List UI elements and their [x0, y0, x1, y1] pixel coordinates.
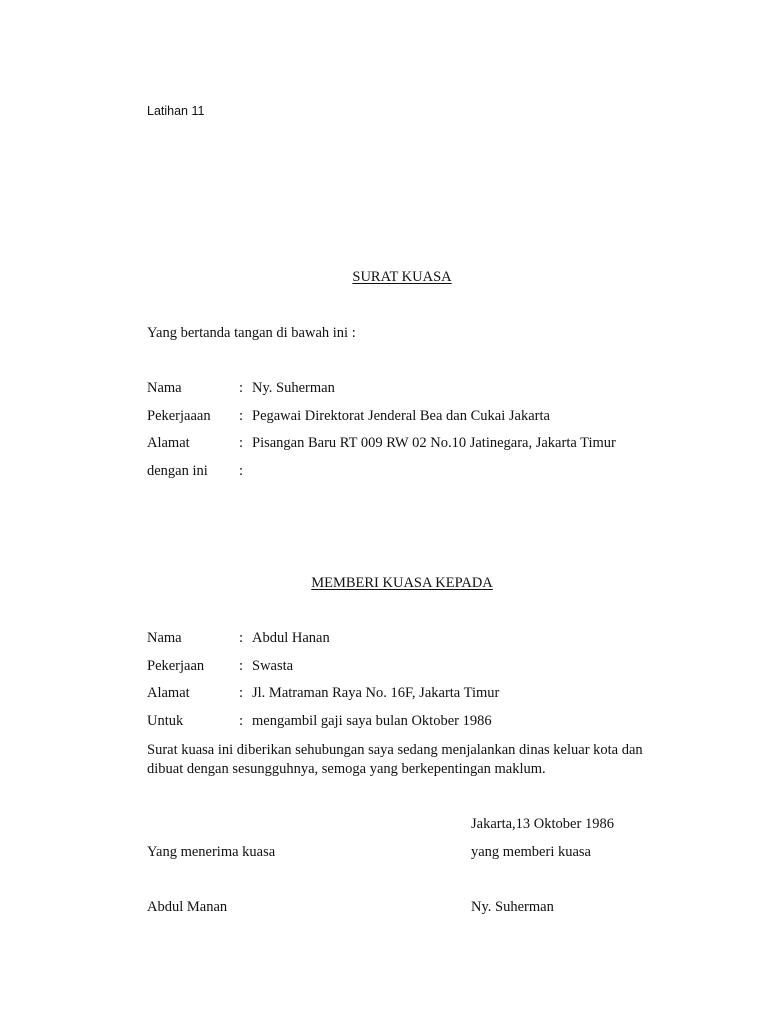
- field-label: Alamat: [147, 435, 190, 451]
- giver-label: yang memberi kuasa: [471, 844, 591, 860]
- intro-text: Yang bertanda tangan di bawah ini :: [147, 325, 356, 341]
- field-colon: :: [239, 685, 244, 701]
- field-label: Nama: [147, 630, 182, 646]
- field-colon: :: [239, 435, 244, 451]
- field-value: Ny. Suherman: [252, 380, 335, 396]
- field-label: Untuk: [147, 713, 184, 729]
- field-colon: :: [239, 463, 244, 479]
- field-label: dengan ini: [147, 463, 208, 479]
- field-colon: :: [239, 630, 244, 646]
- field-colon: :: [239, 408, 244, 424]
- field-value: Jl. Matraman Raya No. 16F, Jakarta Timur: [252, 685, 500, 701]
- field-value: Pisangan Baru RT 009 RW 02 No.10 Jatinegara, Jakarta Timur: [252, 435, 616, 451]
- field-colon: :: [239, 380, 244, 396]
- receiver-label: Yang menerima kuasa: [147, 844, 276, 860]
- field-label: Nama: [147, 380, 182, 396]
- field-colon: :: [239, 713, 244, 729]
- section-subtitle: MEMBERI KUASA KEPADA: [311, 575, 493, 591]
- field-value: Abdul Hanan: [252, 630, 330, 646]
- field-value: mengambil gaji saya bulan Oktober 1986: [252, 713, 492, 729]
- place-date: Jakarta,13 Oktober 1986: [471, 816, 614, 832]
- exercise-label: Latihan 11: [147, 104, 205, 118]
- field-label: Pekerjaaan: [147, 408, 211, 424]
- field-value: Pegawai Direktorat Jenderal Bea dan Cukai Jakarta: [252, 408, 550, 424]
- receiver-name: Abdul Manan: [147, 899, 228, 915]
- field-label: Alamat: [147, 685, 190, 701]
- closing-paragraph: Surat kuasa ini diberikan sehubungan saya sedang menjalankan dinas keluar kota dan dibuat dengan sesungguhnya, semoga yang berkepentingan maklum.: [147, 742, 643, 777]
- giver-name: Ny. Suherman: [471, 899, 554, 915]
- field-colon: :: [239, 658, 244, 674]
- field-label: Pekerjaan: [147, 658, 205, 674]
- document-title: SURAT KUASA: [352, 269, 452, 285]
- field-value: Swasta: [252, 658, 294, 674]
